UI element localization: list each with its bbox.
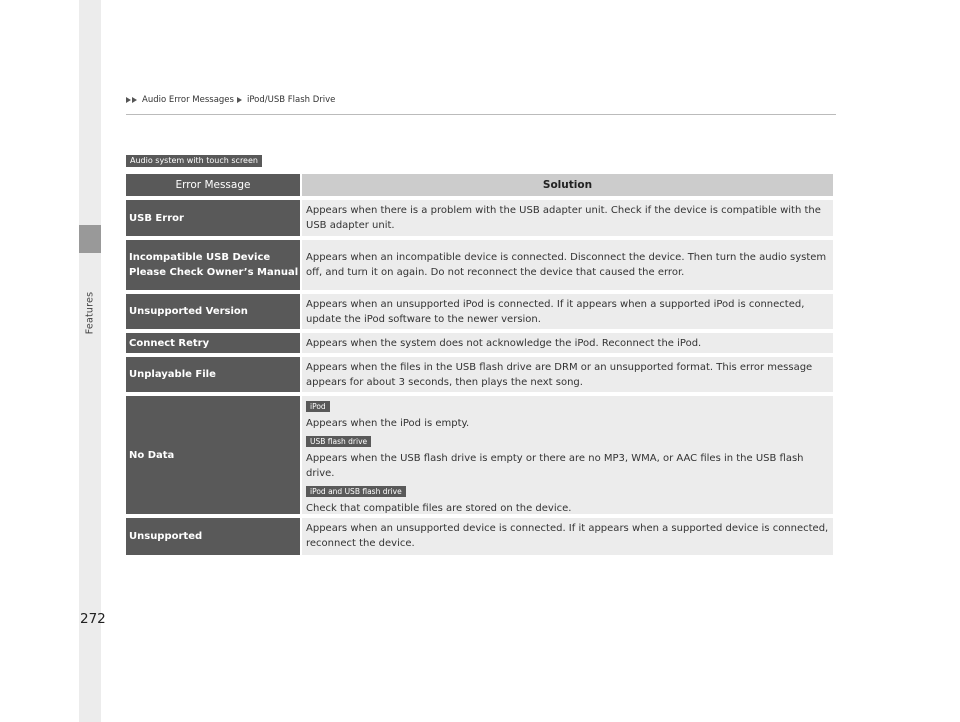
error-name: Connect Retry (126, 333, 300, 353)
solution-text: Check that compatible files are stored on the device. (306, 503, 572, 514)
error-name: Incompatible USB Device Please Check Owner’s Manual (126, 240, 300, 290)
condition-tag-usb: USB flash drive (306, 436, 371, 447)
solution-text: Appears when the files in the USB flash drive are DRM or an unsupported format. This error message appears for about 3 seconds, then plays the next song. (302, 357, 833, 392)
solution-text: Appears when the iPod is empty. (306, 418, 470, 429)
breadcrumb-arrow-icon (126, 97, 131, 103)
solution-text: Appears when an unsupported iPod is connected. If it appears when a supported iPod is connected, update the iPod software to the newer version. (302, 294, 833, 329)
error-name: USB Error (126, 200, 300, 236)
table-row (126, 333, 833, 353)
side-tab-text: Features (84, 291, 96, 335)
breadcrumb (126, 95, 335, 105)
solution-text: Appears when an incompatible device is connected. Disconnect the device. Then turn the audio system off, and turn it on again. Do not reconnect the device that caused the error. (302, 240, 833, 290)
solution-cell (302, 396, 833, 514)
side-tab-label (77, 283, 103, 343)
table-row (126, 200, 833, 236)
solution-text: Appears when the USB flash drive is empty or there are no MP3, WMA, or AAC files in the USB flash drive. (306, 453, 804, 479)
breadcrumb-arrow-icon (132, 97, 137, 103)
table-row (126, 294, 833, 329)
solution-text: Appears when the system does not acknowledge the iPod. Reconnect the iPod. (302, 333, 833, 353)
solution-text: Appears when an unsupported device is connected. If it appears when a supported device is connected, reconnect the device. (302, 518, 833, 555)
header-solution: Solution (302, 174, 833, 196)
table-row (126, 240, 833, 290)
condition-tag-ipod: iPod (306, 401, 330, 412)
condition-tag-ipod-usb: iPod and USB flash drive (306, 486, 406, 497)
table-row (126, 357, 833, 392)
table-row (126, 518, 833, 555)
breadcrumb-item-ipod-usb[interactable]: iPod/USB Flash Drive (246, 95, 336, 105)
error-name: Unplayable File (126, 357, 300, 392)
page-number: 272 (80, 611, 106, 627)
error-name: Unsupported (126, 518, 300, 555)
header-error-message: Error Message (126, 174, 300, 196)
breadcrumb-arrow-icon (237, 97, 242, 103)
header-divider (126, 114, 836, 115)
context-label: Audio system with touch screen (126, 155, 262, 167)
error-table (126, 174, 833, 549)
table-row (126, 396, 833, 514)
table-header (126, 174, 833, 196)
solution-text: Appears when there is a problem with the USB adapter unit. Check if the device is compatible with the USB adapter unit. (302, 200, 833, 236)
breadcrumb-item-audio-error-messages[interactable]: Audio Error Messages (142, 95, 234, 105)
error-name: No Data (126, 396, 300, 514)
section-marker (79, 225, 101, 253)
error-name: Unsupported Version (126, 294, 300, 329)
